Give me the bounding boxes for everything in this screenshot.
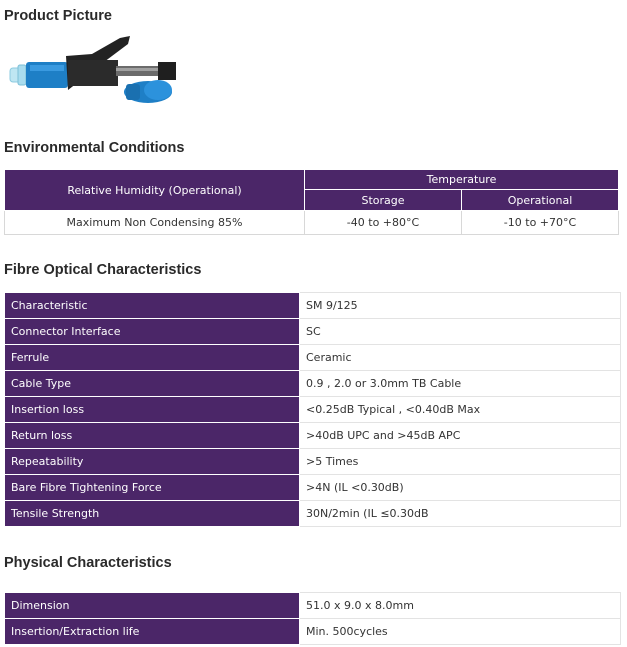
- row-value: >5 Times: [300, 449, 621, 475]
- table-row: [5, 397, 621, 423]
- row-value: 51.0 x 9.0 x 8.0mm: [300, 593, 621, 619]
- section-title-product-picture: Product Picture: [4, 8, 112, 24]
- environmental-table: [4, 169, 619, 235]
- row-value: >40dB UPC and >45dB APC: [300, 423, 621, 449]
- row-label: Dimension: [5, 593, 300, 619]
- row-label: Characteristic: [5, 293, 300, 319]
- fibre-characteristics-table: [4, 292, 621, 527]
- row-value: Ceramic: [300, 345, 621, 371]
- physical-characteristics-table: [4, 592, 621, 645]
- row-label: Connector Interface: [5, 319, 300, 345]
- row-label: Ferrule: [5, 345, 300, 371]
- row-label: Repeatability: [5, 449, 300, 475]
- table-row: [5, 475, 621, 501]
- row-value: Min. 500cycles: [300, 619, 621, 645]
- row-value: 0.9 , 2.0 or 3.0mm TB Cable: [300, 371, 621, 397]
- temperature-header: Temperature: [305, 170, 619, 190]
- row-label: Insertion loss: [5, 397, 300, 423]
- connector-product-image: [8, 34, 180, 110]
- humidity-value: Maximum Non Condensing 85%: [5, 211, 305, 235]
- table-row: [5, 449, 621, 475]
- row-label: Cable Type: [5, 371, 300, 397]
- row-label: Insertion/Extraction life: [5, 619, 300, 645]
- row-value: >4N (IL <0.30dB): [300, 475, 621, 501]
- table-row: [5, 423, 621, 449]
- section-title-environmental: Environmental Conditions: [4, 140, 185, 156]
- row-label: Tensile Strength: [5, 501, 300, 527]
- row-value: SM 9/125: [300, 293, 621, 319]
- storage-value: -40 to +80°C: [305, 211, 462, 235]
- table-row: [5, 293, 621, 319]
- table-row: [5, 371, 621, 397]
- section-title-physical: Physical Characteristics: [4, 555, 172, 571]
- row-value: SC: [300, 319, 621, 345]
- table-row: [5, 319, 621, 345]
- table-row: [5, 345, 621, 371]
- section-title-fibre: Fibre Optical Characteristics: [4, 262, 202, 278]
- row-value: 30N/2min (IL ≤0.30dB: [300, 501, 621, 527]
- table-row: [5, 593, 621, 619]
- operational-value: -10 to +70°C: [462, 211, 619, 235]
- storage-header: Storage: [305, 190, 462, 211]
- row-label: Return loss: [5, 423, 300, 449]
- table-row: [5, 211, 619, 235]
- table-row: [5, 619, 621, 645]
- humidity-header: Relative Humidity (Operational): [5, 170, 305, 211]
- row-label: Bare Fibre Tightening Force: [5, 475, 300, 501]
- row-value: <0.25dB Typical , <0.40dB Max: [300, 397, 621, 423]
- table-row: [5, 501, 621, 527]
- operational-header: Operational: [462, 190, 619, 211]
